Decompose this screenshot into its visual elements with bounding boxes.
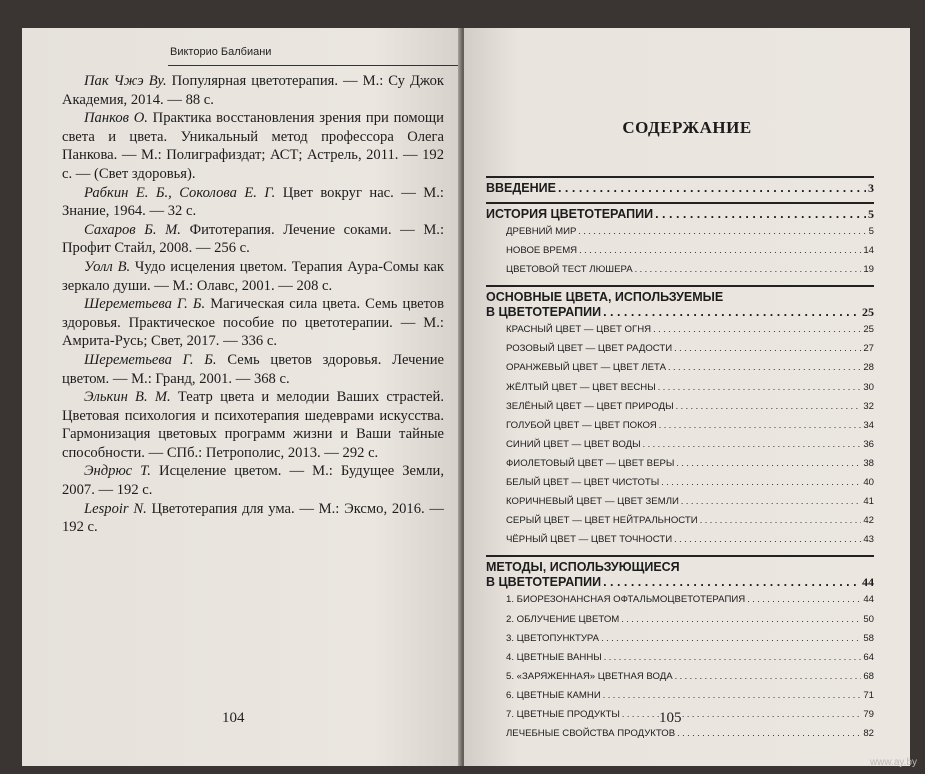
- toc-item: [506, 648, 874, 667]
- toc-item-page: 27: [863, 343, 874, 355]
- dot-leader: [643, 435, 862, 453]
- toc-item-page: 64: [863, 651, 874, 663]
- toc-section: [486, 285, 874, 320]
- page-number-left: 104: [222, 710, 245, 726]
- toc-item-title: 6. ЦВЕТНЫЕ КАМНИ: [506, 689, 601, 701]
- toc-item: [506, 724, 874, 743]
- toc-item-page: 58: [863, 632, 874, 644]
- toc-section-line: [486, 305, 874, 320]
- toc-section-title-line1: МЕТОДЫ, ИСПОЛЬЗУЮЩИЕСЯ: [486, 560, 680, 575]
- toc-section-line-page: 5: [868, 207, 874, 221]
- bibliography-text: Практика восстановления зрения при помощи света и цвета. Уникальный метод профессора Олега Панкова. — М.: Полиграфиздат; АСТ; Астрель, 2011. — 192 с. — (Свет здоровья).: [62, 110, 444, 182]
- toc-item: [506, 686, 874, 705]
- bibliography-entry: [62, 295, 444, 351]
- toc-item: [506, 397, 874, 416]
- bibliography-text: Магическая сила цвета. Семь цветов здоровья. Практическое пособие по цветотерапии. — М.: Амрита-Русь; Свет, 2017. — 336 с.: [62, 296, 444, 350]
- toc-item-page: 79: [863, 708, 874, 720]
- bibliography-entry: [62, 388, 444, 462]
- dot-leader: [658, 378, 862, 396]
- bibliography-entry: [62, 500, 444, 537]
- toc-item-title: ЛЕЧЕБНЫЕ СВОЙСТВА ПРОДУКТОВ: [506, 728, 676, 740]
- running-head-rule: [168, 65, 458, 66]
- toc-item-page: 30: [863, 381, 874, 393]
- toc-section-line-page: 25: [862, 305, 874, 320]
- bibliography-text: Чудо исцеления цветом. Терапия Аура-Сомы как зеркало души. — М.: Олавс, 2001. — 208 с.: [62, 258, 444, 294]
- toc-section: [486, 555, 874, 590]
- dot-leader: [653, 320, 861, 338]
- left-page: [22, 28, 462, 766]
- toc-item-title: ДРЕВНИЙ МИР: [506, 226, 577, 237]
- toc-section-line-title: ИСТОРИЯ ЦВЕТОТЕРАПИИ: [486, 207, 654, 221]
- bibliography-text: Фитотерапия. Лечение соками. — М.: Профит Стайл, 2008. — 256 с.: [62, 221, 445, 257]
- toc-item: [506, 473, 874, 492]
- toc-item-title: СЕРЫЙ ЦВЕТ — ЦВЕТ НЕЙТРАЛЬНОСТИ: [506, 515, 698, 527]
- toc-item: [506, 667, 874, 686]
- bibliography-entry: [62, 72, 444, 109]
- bibliography-entry: [62, 184, 444, 221]
- toc-item-title: ЖЁЛТЫЙ ЦВЕТ — ЦВЕТ ВЕСНЫ: [506, 381, 656, 393]
- dot-leader: [603, 305, 860, 320]
- toc-section-title-line1: ОСНОВНЫЕ ЦВЕТА, ИСПОЛЬЗУЕМЫЕ: [486, 290, 724, 305]
- dot-leader: [579, 241, 861, 259]
- toc-item: [506, 590, 874, 609]
- bibliography-entry: [62, 109, 444, 183]
- dot-leader: [661, 473, 861, 491]
- toc-item-page: 32: [863, 400, 874, 412]
- dot-leader: [601, 629, 861, 647]
- dot-leader: [604, 648, 862, 666]
- toc-item: [506, 260, 874, 279]
- bibliography-entry: [62, 221, 444, 258]
- toc-item-page: 19: [863, 264, 874, 276]
- bibliography-author: Шереметьева Г. Б.: [84, 351, 217, 368]
- toc-section-line: [486, 207, 874, 222]
- dot-leader: [676, 397, 862, 415]
- toc-item: [506, 454, 874, 473]
- dot-leader: [677, 724, 861, 742]
- toc-item-page: 50: [863, 613, 874, 625]
- dot-leader: [621, 610, 861, 628]
- toc-section-line-page: 44: [862, 575, 874, 590]
- toc-item-page: 43: [863, 534, 874, 546]
- toc-item-title: БЕЛЫЙ ЦВЕТ — ЦВЕТ ЧИСТОТЫ: [506, 477, 660, 489]
- toc-item: [506, 241, 874, 260]
- toc-item: [506, 435, 874, 454]
- toc-item-title: ФИОЛЕТОВЫЙ ЦВЕТ — ЦВЕТ ВЕРЫ: [506, 457, 675, 469]
- toc-section: [486, 176, 874, 196]
- toc-item-title: ЧЁРНЫЙ ЦВЕТ — ЦВЕТ ТОЧНОСТИ: [506, 534, 673, 546]
- bibliography-author: Эндрюс Т.: [84, 463, 151, 480]
- dot-leader: [675, 667, 862, 685]
- toc-item: [506, 511, 874, 530]
- bibliography-author: Пак Чжэ Ву.: [84, 73, 167, 89]
- bibliography-text: Семь цветов здоровья. Лечение цветом. — М.: Гранд, 2001. — 368 с.: [62, 351, 444, 387]
- dot-leader: [603, 575, 860, 590]
- toc-item-page: 36: [863, 438, 874, 450]
- bibliography-author: Сахаров Б. М.: [84, 221, 181, 238]
- watermark: www.ay.by: [869, 757, 917, 768]
- toc-item-title: 4. ЦВЕТНЫЕ ВАННЫ: [506, 651, 602, 663]
- bibliography-text: Цветотерапия для ума. — М.: Эксмо, 2016. — 192 с.: [62, 500, 444, 536]
- toc-item-title: НОВОЕ ВРЕМЯ: [506, 245, 578, 257]
- dot-leader: [659, 416, 862, 434]
- toc-item-title: 1. БИОРЕЗОНАНСНАЯ ОФТАЛЬМОЦВЕТОТЕРАПИЯ: [506, 594, 746, 606]
- toc-item-title: ОРАНЖЕВЫЙ ЦВЕТ — ЦВЕТ ЛЕТА: [506, 362, 666, 374]
- dot-leader: [668, 358, 861, 376]
- toc-item: [506, 339, 874, 358]
- dot-leader: [603, 686, 862, 704]
- dot-leader: [558, 181, 866, 196]
- toc-item: [506, 358, 874, 377]
- toc-item-title: КРАСНЫЙ ЦВЕТ — ЦВЕТ ОГНЯ: [506, 324, 652, 336]
- toc-item: [506, 320, 874, 339]
- toc-item: [506, 492, 874, 511]
- bibliography-text: Театр цвета и мелодии Ваших страстей. Цветовая психология и психотерапия шедеврами искусства. Гармонизация цветовых программ жизни и Ваши тайные способности. — СПб.: Петрополис, 2013. — 292 с.: [62, 389, 444, 461]
- dot-leader: [700, 511, 862, 529]
- toc-section-line-title: ВВЕДЕНИЕ: [486, 181, 556, 195]
- toc-item-title: 7. ЦВЕТНЫЕ ПРОДУКТЫ: [506, 708, 620, 720]
- dot-leader: [674, 530, 861, 548]
- right-page: [464, 28, 910, 766]
- toc-item-page: 5: [868, 226, 874, 237]
- toc-item-page: 34: [863, 419, 874, 431]
- bibliography-list: [62, 72, 444, 537]
- toc-item-title: РОЗОВЫЙ ЦВЕТ — ЦВЕТ РАДОСТИ: [506, 343, 673, 355]
- toc-item-page: 68: [863, 670, 874, 682]
- toc-item-title: КОРИЧНЕВЫЙ ЦВЕТ — ЦВЕТ ЗЕМЛИ: [506, 496, 679, 508]
- toc-item-page: 25: [863, 324, 874, 336]
- bibliography-author: Шереметьева Г. Б.: [84, 296, 206, 313]
- toc-item-page: 71: [863, 689, 874, 701]
- dot-leader: [674, 339, 861, 357]
- toc-item-title: 3. ЦВЕТОПУНКТУРА: [506, 632, 600, 644]
- toc-section-line: [486, 575, 874, 590]
- dot-leader: [635, 260, 862, 278]
- table-of-contents: [486, 156, 874, 743]
- dot-leader: [655, 207, 866, 222]
- toc-item-page: 40: [863, 477, 874, 489]
- bibliography-author: Уолл В.: [84, 258, 131, 275]
- bibliography-text: Популярная цветотерапия. — М.: Су Джок Академия, 2014. — 88 с.: [62, 73, 445, 108]
- toc-item-page: 44: [863, 594, 874, 606]
- toc-item-title: ЦВЕТОВОЙ ТЕСТ ЛЮШЕРА: [506, 264, 633, 276]
- toc-section-line: [486, 181, 874, 196]
- toc-item-page: 28: [863, 362, 874, 374]
- toc-section: [486, 202, 874, 222]
- running-head: Викторио Балбиани: [170, 46, 272, 58]
- toc-item-page: 82: [863, 728, 874, 740]
- toc-item-page: 38: [863, 457, 874, 469]
- toc-section-line-title: В ЦВЕТОТЕРАПИИ: [486, 575, 602, 590]
- toc-item: [506, 530, 874, 549]
- toc-item-title: 2. ОБЛУЧЕНИЕ ЦВЕТОМ: [506, 613, 620, 625]
- bibliography-entry: [62, 462, 444, 499]
- toc-item-title: 5. «ЗАРЯЖЕННАЯ» ЦВЕТНАЯ ВОДА: [506, 670, 673, 682]
- bibliography-text: Цвет вокруг нас. — М.: Знание, 1964. — 32 с.: [62, 184, 444, 220]
- bibliography-author: Элькин В. М.: [84, 389, 171, 406]
- toc-section-line-title: В ЦВЕТОТЕРАПИИ: [486, 305, 602, 320]
- bibliography-text: Исцеление цветом. — М.: Будущее Земли, 2007. — 192 с.: [62, 463, 445, 499]
- toc-item: [506, 222, 874, 241]
- bibliography-entry: [62, 258, 444, 295]
- toc-item: [506, 629, 874, 648]
- bibliography-entry: [62, 351, 444, 388]
- toc-item: [506, 416, 874, 435]
- dot-leader: [578, 222, 866, 240]
- toc-item-page: 14: [863, 245, 874, 257]
- dot-leader: [676, 454, 861, 472]
- toc-item: [506, 610, 874, 629]
- toc-item-title: ЗЕЛЁНЫЙ ЦВЕТ — ЦВЕТ ПРИРОДЫ: [506, 400, 674, 412]
- dot-leader: [622, 705, 861, 723]
- toc-title: СОДЕРЖАНИЕ: [622, 118, 752, 137]
- page-number-right: 105: [659, 710, 682, 726]
- toc-item-page: 42: [863, 515, 874, 527]
- dot-leader: [747, 590, 861, 608]
- toc-item: [506, 705, 874, 724]
- toc-item-page: 41: [863, 496, 874, 508]
- toc-item: [506, 378, 874, 397]
- toc-item-title: ГОЛУБОЙ ЦВЕТ — ЦВЕТ ПОКОЯ: [506, 419, 657, 431]
- bibliography-author: Lespoir N.: [84, 500, 147, 517]
- toc-item-title: СИНИЙ ЦВЕТ — ЦВЕТ ВОДЫ: [506, 438, 641, 450]
- dot-leader: [681, 492, 861, 510]
- bibliography-author: Рабкин Е. Б., Соколова Е. Г.: [84, 184, 276, 201]
- bibliography-author: Панков О.: [84, 110, 148, 127]
- toc-section-line-page: 3: [868, 181, 874, 195]
